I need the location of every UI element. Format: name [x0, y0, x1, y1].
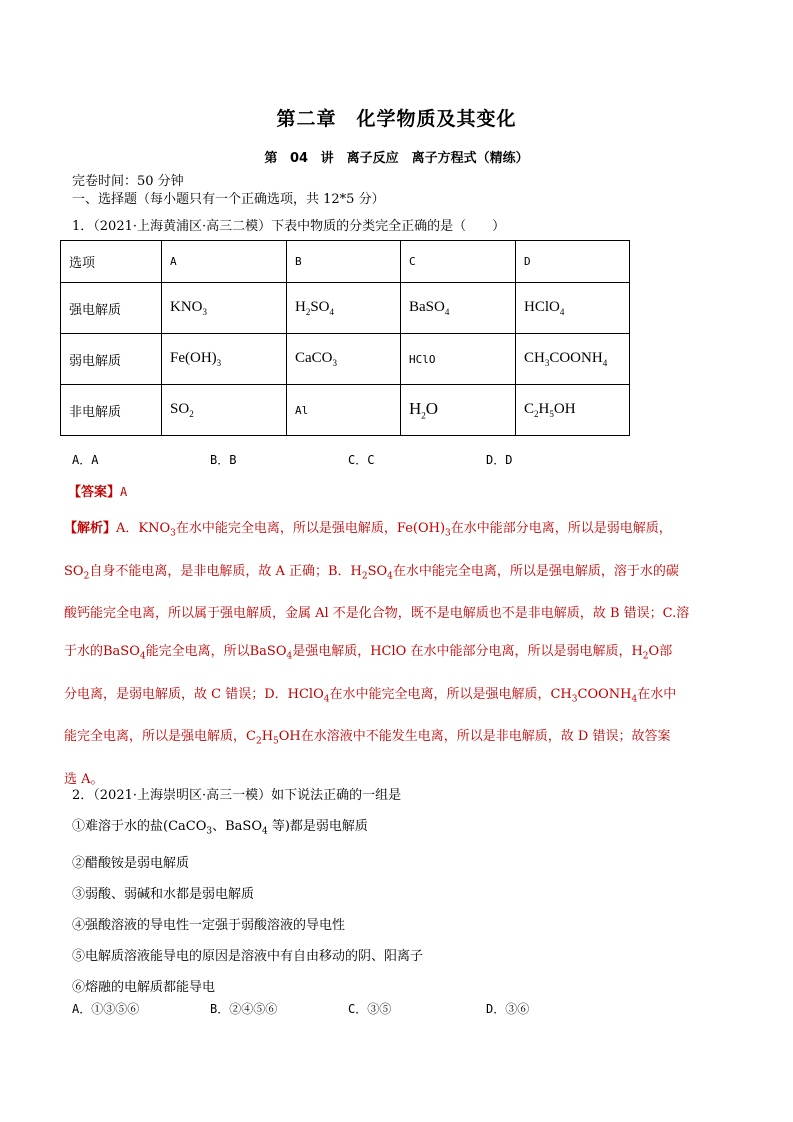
formula-cell: BaSO$_4$ [401, 283, 516, 334]
explanation-line: 酸钙能完全电离，所以属于强电解质，金属 Al 不是化合物，既不是电解质也不是非电解质，故 B 错误；C.溶 [64, 606, 690, 622]
explanation-line: $SO_2$自身不能电离，是非电解质，故 A 正确；B．$H_2SO_4$在水中能完全电离，所以是强电解质，溶于水的碳 [64, 563, 679, 582]
option-c: C．③⑤ [348, 1002, 392, 1016]
question-2-stem: 2．（2021·上海崇明区·高三一模）如下说法正确的一组是 [72, 788, 402, 803]
explanation-line: 于水的BaSO$_4$能完全电离，所以BaSO$_4$是强电解质，HClO 在水中能部分电离，所以是弱电解质，$H_2O$部 [64, 644, 673, 662]
question-2 [72, 780, 423, 1003]
explanation [64, 510, 726, 799]
statement-item: ④强酸溶液的导电性一定强于弱酸溶液的导电性 [72, 917, 346, 933]
formula-cell: $KNO_3$ [162, 283, 287, 334]
table-row [61, 334, 630, 385]
classification-table [60, 240, 630, 436]
table-header-cell: A [162, 241, 287, 283]
explanation-label: 【解析】 [64, 521, 117, 536]
statement-item: ⑥熔融的电解质都能导电 [72, 979, 216, 995]
formula-cell: $C_2H_5OH$ [516, 385, 630, 436]
option-b: B．②④⑤⑥ [210, 1002, 278, 1016]
explanation-line [64, 510, 726, 553]
table-header-cell: D [516, 241, 630, 283]
explanation-line: 能完全电离，所以是强电解质，$C_2H_5OH$在水溶液中不能发生电离，所以是非电解质，故 D 错误；故答案 [64, 729, 671, 747]
table-header-cell: B [287, 241, 401, 283]
explanation-text: A．$KNO_3$在水中能完全电离，所以是强电解质，$Fe(OH)_3$在水中能部分电离，所以是弱电解质， [116, 521, 672, 539]
formula-cell: HClO [401, 334, 516, 385]
formula-cell: $H_2O$ [401, 385, 516, 436]
statement-item: ①难溶于水的盐(CaCO$_3$、BaSO$_4$ 等)都是弱电解质 [72, 819, 368, 837]
statement-item: ⑤电解质溶液能导电的原因是溶液中有自由移动的阴、阳离子 [72, 948, 424, 964]
table-header-cell: C [401, 241, 516, 283]
formula-cell: Al [287, 385, 401, 436]
table-row [61, 385, 630, 436]
table-row [61, 283, 630, 334]
option-d: D．③⑥ [486, 1002, 530, 1016]
formula-cell: $Fe(OH)_3$ [162, 334, 287, 385]
section-heading: 一、选择题（每小题只有一个正确选项，共 12*5 分） [72, 192, 385, 207]
statement-item: ③弱酸、弱碱和水都是弱电解质 [72, 886, 255, 902]
option-c: C．C [348, 453, 375, 467]
answer-line [68, 481, 127, 500]
question-1-stem: 1．（2021·上海黄浦区·高三二模）下表中物质的分类完全正确的是（ ） [72, 219, 506, 234]
row-label: 弱电解质 [61, 334, 162, 385]
formula-cell: CaCO$_3$ [287, 334, 401, 385]
formula-cell: $H_2SO_4$ [287, 283, 401, 334]
formula-cell: $CH_3COONH_4$ [516, 334, 630, 385]
page-title: 第二章 化学物质及其变化 [276, 108, 517, 130]
formula-cell: $SO_2$ [162, 385, 287, 436]
time-limit: 完卷时间：50 分钟 [72, 174, 184, 189]
page-subtitle: 第 04 讲 离子反应 离子方程式（精练） [264, 151, 529, 166]
option-d: D．D [486, 453, 513, 467]
answer-label: 【答案】 [68, 485, 121, 500]
row-label: 非电解质 [61, 385, 162, 436]
option-a: A．①③⑤⑥ [72, 1002, 140, 1016]
table-header-row [61, 241, 630, 283]
formula-cell: HClO$_4$ [516, 283, 630, 334]
option-a: A．A [72, 453, 99, 467]
explanation-line: 分电离，是弱电解质，故 C 错误；D．HClO$_4$在水中能完全电离，所以是强电解质，$CH_3COONH_4$在水中 [64, 686, 677, 705]
row-label: 强电解质 [61, 283, 162, 334]
option-b: B．B [210, 453, 237, 467]
table-header-cell: 选项 [61, 241, 162, 283]
statement-item: ②醋酸铵是弱电解质 [72, 855, 190, 871]
explanation-line: 选 A。 [64, 771, 104, 787]
answer-value: A [120, 485, 128, 499]
